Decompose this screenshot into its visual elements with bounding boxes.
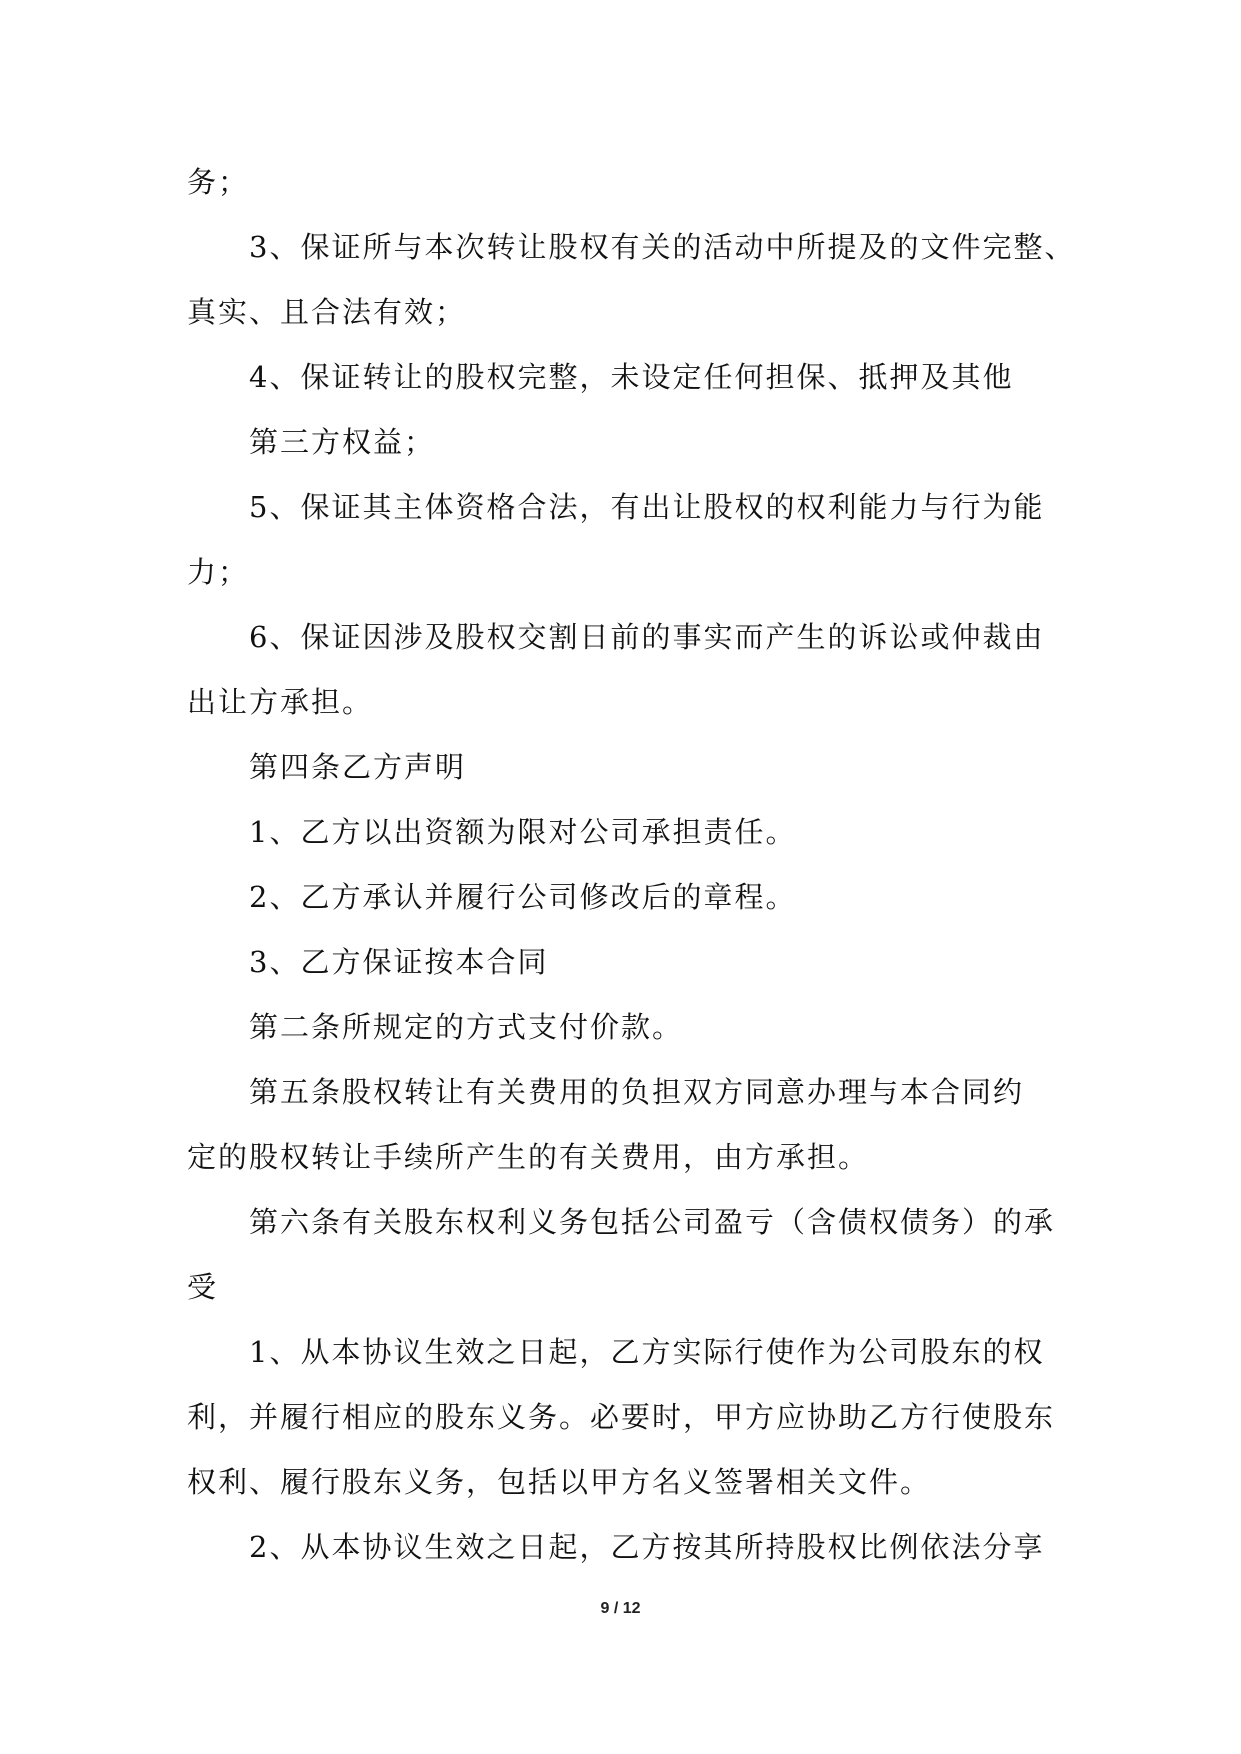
paragraph-line: 力； bbox=[187, 555, 250, 589]
paragraph-line: 4、保证转让的股权完整，未设定任何担保、抵押及其他 bbox=[249, 360, 1014, 394]
paragraph-line: 第二条所规定的方式支付价款。 bbox=[249, 1010, 684, 1044]
paragraph-line: 定的股权转让手续所产生的有关费用，由方承担。 bbox=[187, 1140, 870, 1174]
paragraph-line: 出让方承担。 bbox=[187, 685, 374, 719]
paragraph-line: 真实、且合法有效； bbox=[187, 295, 467, 329]
section-heading: 第五条股权转让有关费用的负担双方同意办理与本合同约 bbox=[249, 1075, 1025, 1109]
page-number: 9 / 12 bbox=[600, 1600, 641, 1617]
paragraph-line: 3、保证所与本次转让股权有关的活动中所提及的文件完整、 bbox=[249, 230, 1076, 264]
paragraph-line: 2、从本协议生效之日起，乙方按其所持股权比例依法分享 bbox=[249, 1530, 1045, 1564]
paragraph-line: 3、乙方保证按本合同 bbox=[249, 945, 549, 979]
paragraph-line: 5、保证其主体资格合法，有出让股权的权利能力与行为能 bbox=[249, 490, 1045, 524]
paragraph-line: 权利、履行股东义务，包括以甲方名义签署相关文件。 bbox=[187, 1465, 932, 1499]
paragraph-line: 1、从本协议生效之日起，乙方实际行使作为公司股东的权 bbox=[249, 1335, 1045, 1369]
paragraph-line: 2、乙方承认并履行公司修改后的章程。 bbox=[249, 880, 797, 914]
paragraph-line: 6、保证因涉及股权交割日前的事实而产生的诉讼或仲裁由 bbox=[249, 620, 1045, 654]
paragraph-line: 受 bbox=[187, 1270, 219, 1304]
paragraph-line: 利，并履行相应的股东义务。必要时，甲方应协助乙方行使股东 bbox=[187, 1400, 1056, 1434]
paragraph-line: 1、乙方以出资额为限对公司承担责任。 bbox=[249, 815, 797, 849]
section-heading: 第四条乙方声明 bbox=[249, 750, 467, 784]
section-heading: 第六条有关股东权利义务包括公司盈亏（含债权债务）的承 bbox=[249, 1205, 1056, 1239]
paragraph-line: 务； bbox=[187, 165, 250, 199]
paragraph-line: 第三方权益； bbox=[249, 425, 436, 459]
